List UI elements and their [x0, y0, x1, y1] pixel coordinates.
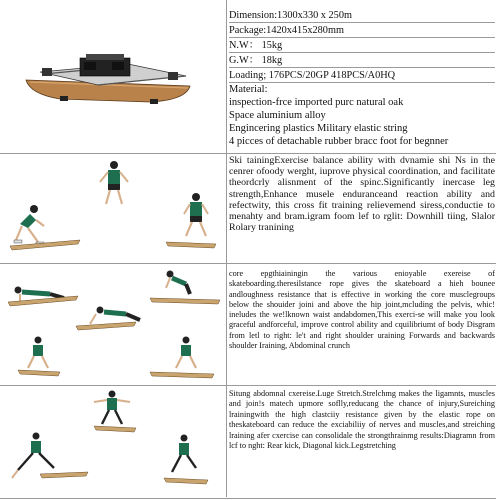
- exercise-figure: [166, 271, 190, 295]
- spec-loading: Loading; 176PCS/20GP 418PCS/A0HQ: [229, 70, 495, 83]
- ski-training-illustration: [0, 154, 226, 264]
- material-line: Space aluminium alloy: [229, 110, 326, 121]
- stretching-illustration: [0, 386, 226, 498]
- section-paragraph: Ski tainingExercise balance ability with dvnamie shi Ns in the cenrer ofoody werght, iuprove physical coordination, and facilitate theordcrly alisnment of the spinc.Significantly inercase leg strength,Enhance musele enduranceand reaction ability and refectwity, this cross fit training relievemend siress,conductie to menahty and bram.igram foom lef to rglit: Downhill tiing, Slalor Rolary tranining: [229, 155, 495, 234]
- material-line: Engincering plastics Military elastic string: [229, 123, 408, 134]
- stretching-illustration-cell: [0, 386, 226, 498]
- exercise-figure: [184, 193, 208, 236]
- ski-training-text-cell: [229, 154, 495, 264]
- ski-training-illustration-cell: [0, 154, 226, 264]
- core-training-illustration: [0, 264, 226, 386]
- section-paragraph: Situng abdomnal cxereise.Luge Stretch.Strelchmg makes the ligamnts, muscles and join!s matech upmore soflly,reducang the chance of injury,Sureiching lrainingwith the high clastciiy resistance given by the elastic rope on theskateboard can reduce the exciabiliiy of nerves and muscles,and streiching lraining afer cxercise can consolidale the strongthrainmg results:Diagramn from lcf to nght: Rear kick, Diagonal kick.Legstretching: [229, 389, 495, 451]
- spec-dimension: Dimension:1300x330 x 250m: [229, 10, 495, 23]
- exercise-figure: [172, 435, 196, 473]
- core-training-row: [0, 263, 496, 386]
- stretching-row: [0, 385, 496, 499]
- balance-board-illustration: [0, 0, 226, 153]
- column-divider: [226, 0, 227, 497]
- core-training-illustration-cell: [0, 264, 226, 386]
- exercise-figure: [100, 161, 128, 204]
- core-training-text-cell: [229, 264, 495, 386]
- material-line: inspection-frce imported purc natural oak: [229, 97, 404, 108]
- spec-row: [0, 0, 496, 153]
- stretching-text-cell: [229, 386, 495, 498]
- exercise-figure: [94, 391, 130, 425]
- spec-cell: [229, 0, 495, 153]
- exercise-figure: [176, 337, 196, 369]
- exercise-figure: [12, 433, 54, 479]
- material-line: 4 picces of detachable rubber bracc foot for begnner: [229, 136, 449, 147]
- ski-training-row: [0, 153, 496, 264]
- section-paragraph: core epgthiainingin the various enioyable exereise of skateboarding.theresilstance rope gives the skateboard a hieh bounee andloughness resistance that is effective in working the core musclegroups below the shouider joini and above the hip joint,mcluding the pelvis, whic! ineludes the we!lknown waist andabdomen,This exerci-se will make you look graceful andforceful, improve control ability and cquilibriumt of body Disgram from letl to right: le't and right shoulder uraining Forwards and backwards shoulder Iraining, Abdominal crunch: [229, 269, 495, 351]
- exercise-figure: [90, 307, 140, 325]
- material-line: Material:: [229, 84, 268, 95]
- exercise-figure: [28, 337, 48, 369]
- exercise-figure: [14, 205, 44, 245]
- product-image-cell: [0, 0, 226, 153]
- spec-package: Package:1420x415x280mm: [229, 25, 495, 38]
- spec-gross-weight: G.W： 18kg: [229, 55, 495, 68]
- spec-net-weight: N.W： 15kg: [229, 40, 495, 53]
